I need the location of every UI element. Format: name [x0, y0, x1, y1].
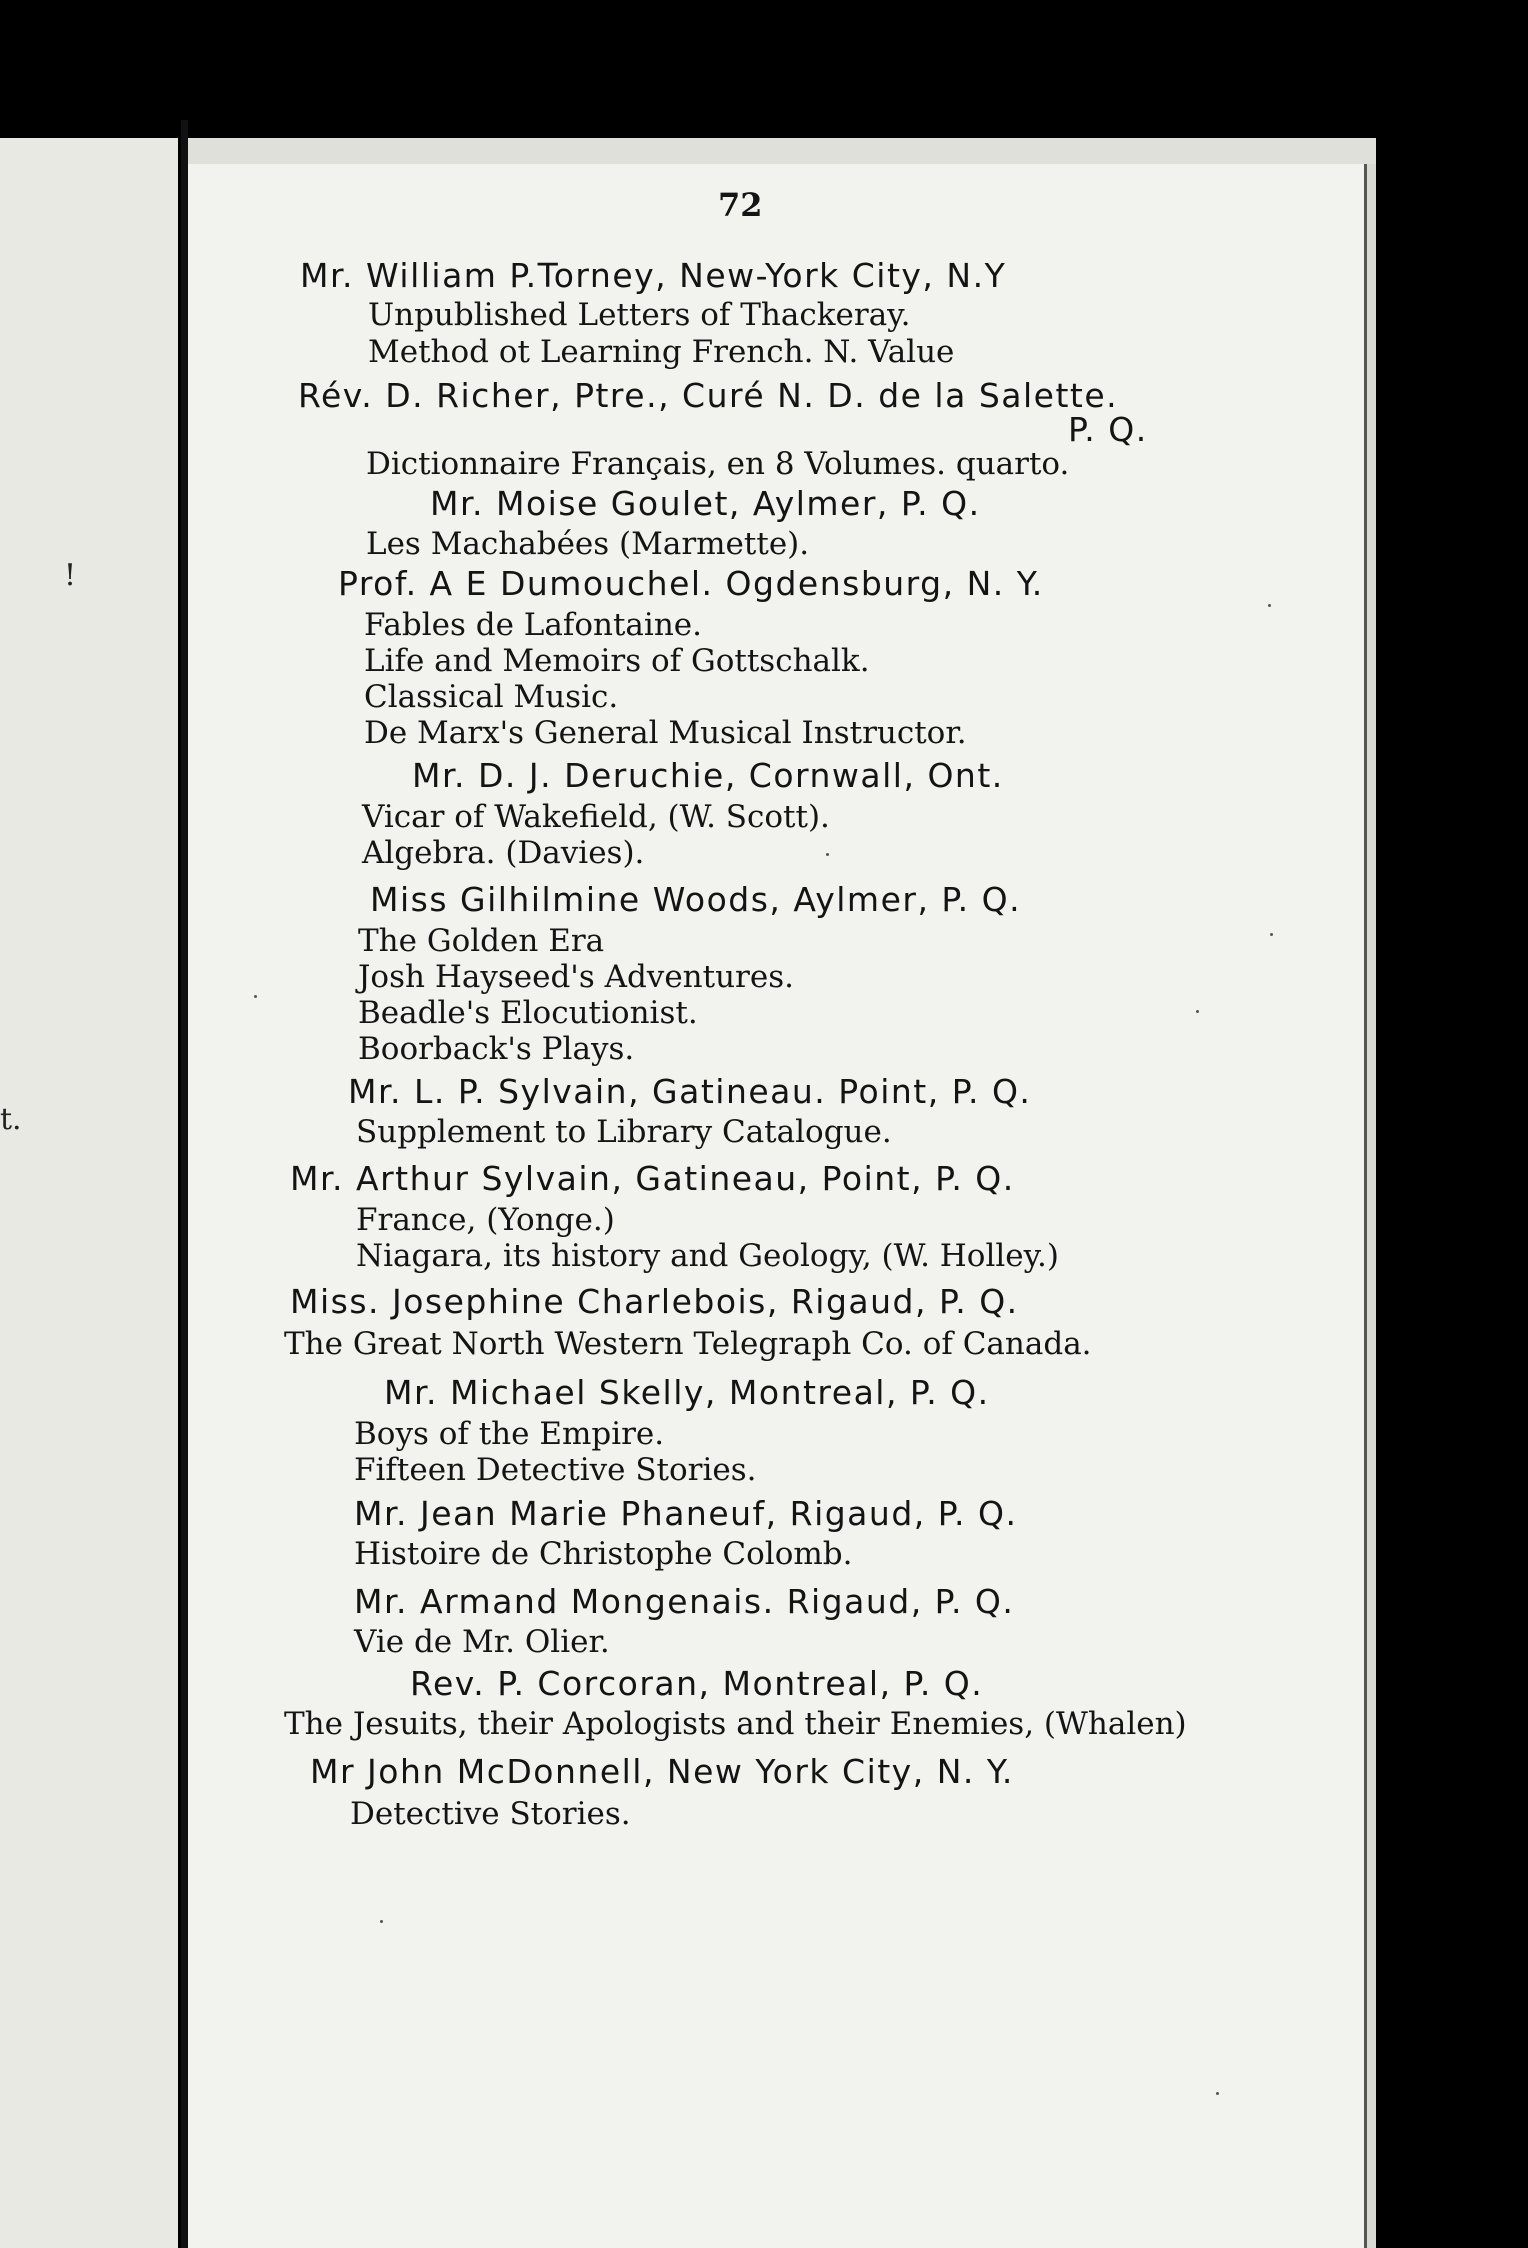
book-title: Histoire de Christophe Colomb.: [354, 1536, 853, 1572]
donor-line: Prof. A E Dumouchel. Ogdensburg, N. Y.: [338, 564, 1044, 603]
book-title: Life and Memoirs of Gottschalk.: [364, 643, 870, 679]
book-title: The Golden Era: [358, 923, 605, 959]
book-title: Supplement to Library Catalogue.: [356, 1114, 892, 1150]
left-page-mark: !: [64, 558, 77, 593]
book-title: Les Machabées (Marmette).: [366, 526, 810, 562]
book-title: Algebra. (Davies).: [362, 835, 645, 871]
gutter-rule: [181, 120, 188, 2248]
left-page-mark: t.: [0, 1102, 22, 1137]
donor-line: Mr. Jean Marie Phaneuf, Rigaud, P. Q.: [354, 1494, 1018, 1533]
book-title: Josh Hayseed's Adventures.: [358, 959, 794, 995]
donor-line: Rev. P. Corcoran, Montreal, P. Q.: [410, 1664, 984, 1703]
print-speck: [1196, 1010, 1199, 1013]
donor-line: Mr. Armand Mongenais. Rigaud, P. Q.: [354, 1582, 1015, 1621]
book-title: De Marx's General Musical Instructor.: [364, 715, 967, 751]
print-speck: [1268, 604, 1271, 607]
left-page-fragment: [0, 138, 178, 2248]
book-title: Detective Stories.: [350, 1796, 631, 1832]
book-title: Fifteen Detective Stories.: [354, 1452, 757, 1488]
donor-line: Mr. Michael Skelly, Montreal, P. Q.: [384, 1373, 990, 1412]
scan-background: [1376, 164, 1528, 2248]
book-title: Classical Music.: [364, 679, 619, 715]
print-speck: [1216, 2092, 1219, 2095]
donor-line: Miss. Josephine Charlebois, Rigaud, P. Q.: [290, 1282, 1019, 1321]
print-speck: [254, 995, 257, 998]
donor-line: Mr. Arthur Sylvain, Gatineau, Point, P. Q.: [290, 1159, 1015, 1198]
book-title: Boys of the Empire.: [354, 1416, 665, 1452]
book-title: The Jesuits, their Apologists and their Enemies, (Whalen): [284, 1706, 1187, 1742]
book-title: Unpublished Letters of Thackeray.: [368, 297, 911, 333]
print-speck: [1270, 933, 1273, 936]
donor-line: Mr John McDonnell, New York City, N. Y.: [310, 1752, 1014, 1791]
donor-line: Miss Gilhilmine Woods, Aylmer, P. Q.: [370, 880, 1022, 919]
donor-line: Mr. Moise Goulet, Aylmer, P. Q.: [430, 484, 981, 523]
page-number: 72: [718, 186, 763, 224]
book-title: Vie de Mr. Olier.: [354, 1624, 610, 1660]
donor-line-continuation: P. Q.: [1068, 410, 1148, 449]
donor-line: Mr. William P.Torney, New-York City, N.Y: [300, 256, 1007, 295]
book-title: Dictionnaire Français, en 8 Volumes. quarto.: [366, 446, 1070, 482]
book-title: The Great North Western Telegraph Co. of Canada.: [284, 1326, 1092, 1362]
book-title: Boorback's Plays.: [358, 1031, 635, 1067]
book-title: Method ot Learning French. N. Value: [368, 334, 955, 370]
book-title: Beadle's Elocutionist.: [358, 995, 698, 1031]
print-speck: [380, 1920, 383, 1923]
book-title: France, (Yonge.): [356, 1202, 615, 1238]
donor-line: Mr. D. J. Deruchie, Cornwall, Ont.: [412, 756, 1004, 795]
print-speck: [826, 853, 829, 856]
donor-line: Rév. D. Richer, Ptre., Curé N. D. de la Salette.: [298, 376, 1119, 415]
book-title: Fables de Lafontaine.: [364, 607, 702, 643]
donor-line: Mr. L. P. Sylvain, Gatineau. Point, P. Q.: [348, 1072, 1032, 1111]
book-title: Niagara, its history and Geology, (W. Holley.): [356, 1238, 1059, 1274]
page-top-edge: [188, 138, 1376, 164]
book-title: Vicar of Wakefield, (W. Scott).: [362, 799, 830, 835]
